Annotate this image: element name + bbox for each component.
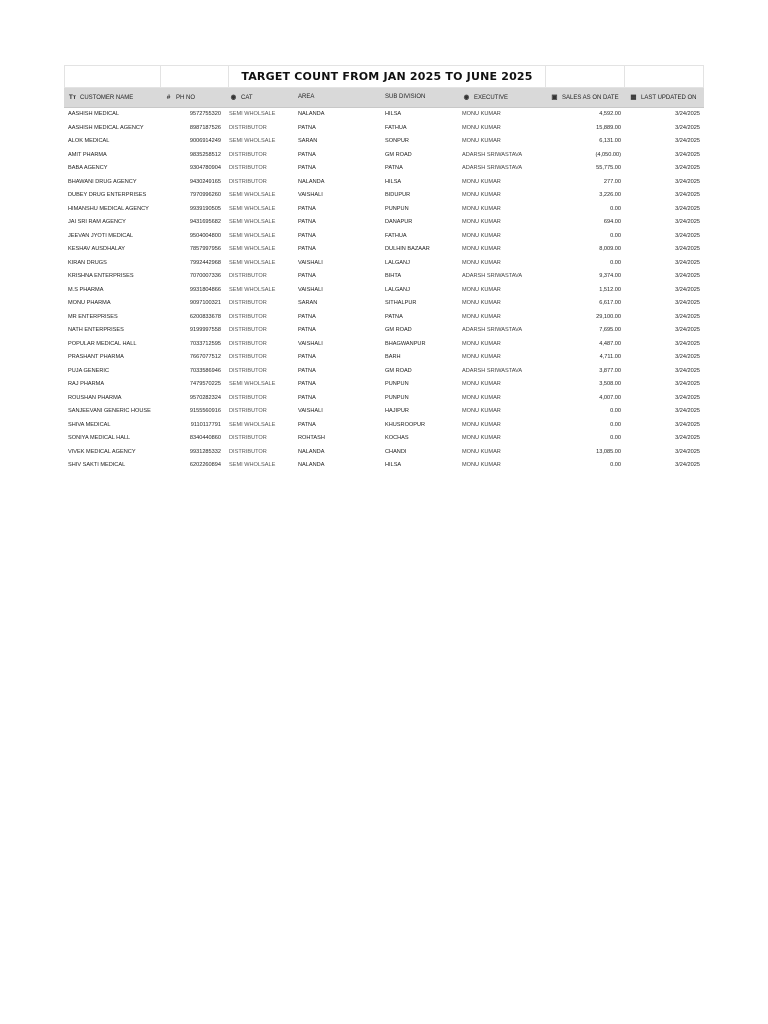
- last-updated-cell[interactable]: 3/24/2025: [675, 111, 700, 118]
- executive-cell[interactable]: ADARSH SRIWASTAVA: [462, 273, 523, 280]
- customer-name-cell[interactable]: DUBEY DRUG ENTERPRISES: [68, 192, 147, 199]
- sub-division-cell[interactable]: GM ROAD: [385, 367, 412, 374]
- sales-cell[interactable]: 277.00: [603, 178, 621, 185]
- phone-cell[interactable]: 9199997558: [189, 327, 221, 334]
- table-row: [64, 202, 704, 216]
- sales-cell[interactable]: 0.00: [610, 462, 621, 469]
- executive-cell[interactable]: MONU KUMAR: [462, 300, 501, 307]
- customer-name-cell[interactable]: KESHAV AUSDHALAY: [68, 246, 125, 253]
- table-body: [64, 107, 704, 472]
- category-cell[interactable]: DISTRIBUTOR: [229, 340, 267, 347]
- customer-name-cell[interactable]: NATH ENTERPRISES: [68, 327, 124, 334]
- executive-cell[interactable]: MONU KUMAR: [462, 124, 501, 131]
- phone-cell[interactable]: 9430249165: [189, 178, 221, 185]
- area-cell[interactable]: SARAN: [298, 138, 318, 145]
- sub-division-cell[interactable]: SONPUR: [385, 138, 409, 145]
- sales-cell[interactable]: 6,131.00: [599, 138, 621, 145]
- table-row: [64, 310, 704, 324]
- sub-division-cell[interactable]: PUNPUN: [385, 381, 409, 388]
- category-cell[interactable]: DISTRIBUTOR: [229, 313, 267, 320]
- sales-cell[interactable]: 29,100.00: [596, 313, 621, 320]
- last-updated-cell[interactable]: 3/24/2025: [675, 435, 700, 442]
- executive-cell[interactable]: MONU KUMAR: [462, 286, 501, 293]
- category-cell[interactable]: DISTRIBUTOR: [229, 273, 267, 280]
- customer-name-cell[interactable]: ROUSHAN PHARMA: [68, 394, 122, 401]
- executive-cell[interactable]: MONU KUMAR: [462, 408, 501, 415]
- table-row: [64, 391, 704, 405]
- sales-cell[interactable]: 13,085.00: [596, 448, 621, 455]
- title-blank-cell: [624, 66, 704, 87]
- table-row: [64, 270, 704, 284]
- phone-cell[interactable]: 9097100321: [189, 300, 221, 307]
- column-header-label: EXECUTIVE: [474, 95, 509, 102]
- executive-cell[interactable]: MONU KUMAR: [462, 394, 501, 401]
- executive-cell[interactable]: ADARSH SRIWASTAVA: [462, 165, 523, 172]
- category-cell[interactable]: SEMI WHOLSALE: [229, 246, 276, 253]
- sales-cell[interactable]: 0.00: [610, 205, 621, 212]
- phone-cell[interactable]: 7033712595: [189, 340, 221, 347]
- category-cell[interactable]: SEMI WHOLSALE: [229, 381, 276, 388]
- sales-cell[interactable]: 0.00: [610, 259, 621, 266]
- customer-name-cell[interactable]: BHAWANI DRUG AGENCY: [68, 178, 137, 185]
- area-cell[interactable]: NALANDA: [298, 178, 325, 185]
- customer-name-cell[interactable]: POPULAR MEDICAL HALL: [68, 340, 137, 347]
- area-cell[interactable]: NALANDA: [298, 111, 325, 118]
- phone-cell[interactable]: 6202260894: [189, 462, 221, 469]
- customer-name-cell[interactable]: RAJ PHARMA: [68, 381, 105, 388]
- executive-cell[interactable]: MONU KUMAR: [462, 259, 501, 266]
- spreadsheet: [64, 65, 704, 472]
- category-cell[interactable]: SEMI WHOLSALE: [229, 462, 276, 469]
- title-blank-cell: [160, 66, 228, 87]
- executive-cell[interactable]: MONU KUMAR: [462, 178, 501, 185]
- sub-division-cell[interactable]: GM ROAD: [385, 151, 412, 158]
- table-row: [64, 324, 704, 338]
- column-header-label: AREA: [298, 94, 315, 101]
- column-header-label: SALES AS ON DATE: [562, 95, 619, 102]
- column-header-ph-no[interactable]: [160, 88, 225, 107]
- header-row: [64, 88, 704, 107]
- area-cell[interactable]: VAISHALI: [298, 192, 323, 199]
- phone-cell[interactable]: 9931804866: [189, 286, 221, 293]
- executive-cell[interactable]: ADARSH SRIWASTAVA: [462, 151, 523, 158]
- table-row: [64, 243, 704, 257]
- customer-table: [64, 88, 704, 472]
- category-cell[interactable]: SEMI WHOLSALE: [229, 205, 276, 212]
- column-header-executive[interactable]: [458, 88, 546, 107]
- executive-cell[interactable]: MONU KUMAR: [462, 354, 501, 361]
- table-row: [64, 364, 704, 378]
- last-updated-cell[interactable]: 3/24/2025: [675, 151, 700, 158]
- table-row: [64, 229, 704, 243]
- sales-cell[interactable]: 15,889.00: [596, 124, 621, 131]
- last-updated-cell[interactable]: 3/24/2025: [675, 462, 700, 469]
- last-updated-cell[interactable]: 3/24/2025: [675, 219, 700, 226]
- sales-cell[interactable]: 4,711.00: [599, 354, 621, 361]
- table-row: [64, 175, 704, 189]
- customer-name-cell[interactable]: AASHISH MEDICAL: [68, 111, 119, 118]
- phone-cell[interactable]: 9110117791: [190, 421, 221, 428]
- customer-name-cell[interactable]: PUJA GENERIC: [68, 367, 110, 374]
- customer-name-cell[interactable]: MONU PHARMA: [68, 300, 111, 307]
- area-cell[interactable]: PATNA: [298, 246, 316, 253]
- table-row: [64, 107, 704, 121]
- executive-cell[interactable]: MONU KUMAR: [462, 111, 501, 118]
- area-cell[interactable]: PATNA: [298, 354, 316, 361]
- phone-cell[interactable]: 9431695682: [189, 219, 221, 226]
- sub-division-cell[interactable]: HILSA: [385, 178, 402, 185]
- area-cell[interactable]: ROHTASH: [298, 435, 325, 442]
- phone-cell[interactable]: 9304780904: [189, 165, 221, 172]
- table-row: [64, 162, 704, 176]
- column-header-label: SUB DIVISION: [385, 94, 426, 101]
- sub-division-cell[interactable]: PATNA: [385, 165, 403, 172]
- executive-cell[interactable]: ADARSH SRIWASTAVA: [462, 327, 523, 334]
- last-updated-cell[interactable]: 3/24/2025: [675, 124, 700, 131]
- phone-cell[interactable]: 9504004800: [189, 232, 221, 239]
- sales-cell[interactable]: (4,050.00): [595, 151, 621, 158]
- calendar-icon: ▦: [630, 94, 637, 102]
- sub-division-cell[interactable]: BIDUPUR: [385, 192, 411, 199]
- table-row: [64, 351, 704, 365]
- customer-name-cell[interactable]: AMIT PHARMA: [68, 151, 107, 158]
- money-icon: ▣: [551, 94, 558, 102]
- area-cell[interactable]: SARAN: [298, 300, 318, 307]
- column-header-cat[interactable]: [225, 88, 294, 107]
- last-updated-cell[interactable]: 3/24/2025: [675, 232, 700, 239]
- hash-icon: #: [166, 93, 171, 101]
- phone-cell[interactable]: 9931285332: [189, 448, 221, 455]
- sub-division-cell[interactable]: BIHTA: [385, 273, 402, 280]
- last-updated-cell[interactable]: 3/24/2025: [675, 165, 700, 172]
- last-updated-cell[interactable]: 3/24/2025: [675, 273, 700, 280]
- category-cell[interactable]: SEMI WHOLSALE: [229, 232, 276, 239]
- last-updated-cell[interactable]: 3/24/2025: [675, 367, 700, 374]
- phone-cell[interactable]: 7033586946: [189, 367, 221, 374]
- sub-division-cell[interactable]: DULHIN BAZAAR: [385, 246, 430, 253]
- sub-division-cell[interactable]: PUNPUN: [385, 394, 409, 401]
- sub-division-cell[interactable]: LALGANJ: [385, 286, 410, 293]
- last-updated-cell[interactable]: 3/24/2025: [675, 354, 700, 361]
- last-updated-cell[interactable]: 3/24/2025: [675, 421, 700, 428]
- customer-name-cell[interactable]: KRISHNA ENTERPRISES: [68, 273, 134, 280]
- sub-division-cell[interactable]: CHANDI: [385, 448, 407, 455]
- category-cell[interactable]: DISTRIBUTOR: [229, 300, 267, 307]
- sub-division-cell[interactable]: HILSA: [385, 111, 402, 118]
- sales-cell[interactable]: 0.00: [610, 232, 621, 239]
- customer-name-cell[interactable]: BABA AGENCY: [68, 165, 108, 172]
- table-row: [64, 189, 704, 203]
- last-updated-cell[interactable]: 3/24/2025: [675, 313, 700, 320]
- sales-cell[interactable]: 55,775.00: [596, 165, 621, 172]
- last-updated-cell[interactable]: 3/24/2025: [675, 448, 700, 455]
- sub-division-cell[interactable]: SITHALPUR: [385, 300, 417, 307]
- sales-cell[interactable]: 4,592.00: [599, 111, 621, 118]
- customer-name-cell[interactable]: ALOK MEDICAL: [68, 138, 110, 145]
- category-cell[interactable]: DISTRIBUTOR: [229, 354, 267, 361]
- last-updated-cell[interactable]: 3/24/2025: [675, 327, 700, 334]
- sales-cell[interactable]: 4,487.00: [599, 340, 621, 347]
- sub-division-cell[interactable]: KOCHAS: [385, 435, 409, 442]
- sub-division-cell[interactable]: PUNPUN: [385, 205, 409, 212]
- sales-cell[interactable]: 8,009.00: [599, 246, 621, 253]
- sales-cell[interactable]: 3,226.00: [599, 192, 621, 199]
- sales-cell[interactable]: 1,512.00: [599, 286, 621, 293]
- executive-cell[interactable]: MONU KUMAR: [462, 340, 501, 347]
- sub-division-cell[interactable]: FATHUA: [385, 232, 407, 239]
- sales-cell[interactable]: 0.00: [610, 408, 621, 415]
- table-row: [64, 337, 704, 351]
- last-updated-cell[interactable]: 3/24/2025: [675, 300, 700, 307]
- table-row: [64, 148, 704, 162]
- executive-cell[interactable]: MONU KUMAR: [462, 205, 501, 212]
- table-row: [64, 283, 704, 297]
- sales-cell[interactable]: 7,695.00: [599, 327, 621, 334]
- area-cell[interactable]: VAISHALI: [298, 340, 323, 347]
- category-cell[interactable]: SEMI WHOLSALE: [229, 111, 276, 118]
- area-cell[interactable]: PATNA: [298, 165, 316, 172]
- customer-name-cell[interactable]: JAI SRI RAM AGENCY: [68, 219, 126, 226]
- column-header-sub-division[interactable]: [381, 88, 458, 107]
- last-updated-cell[interactable]: 3/24/2025: [675, 286, 700, 293]
- customer-name-cell[interactable]: SHIVA MEDICAL: [68, 421, 111, 428]
- area-cell[interactable]: PATNA: [298, 367, 316, 374]
- last-updated-cell[interactable]: 3/24/2025: [675, 340, 700, 347]
- phone-cell[interactable]: 9006914249: [189, 138, 221, 145]
- last-updated-cell[interactable]: 3/24/2025: [675, 408, 700, 415]
- table-row: [64, 459, 704, 473]
- table-row: [64, 216, 704, 230]
- sales-cell[interactable]: 4,007.00: [599, 394, 621, 401]
- area-cell[interactable]: VAISHALI: [298, 286, 323, 293]
- phone-cell[interactable]: 7970996260: [189, 192, 221, 199]
- customer-name-cell[interactable]: SONIYA MEDICAL HALL: [68, 435, 131, 442]
- area-cell[interactable]: PATNA: [298, 219, 316, 226]
- last-updated-cell[interactable]: 3/24/2025: [675, 192, 700, 199]
- title-row: [64, 65, 704, 88]
- sub-division-cell[interactable]: BHAGWANPUR: [385, 340, 426, 347]
- title-blank-cell: [545, 66, 624, 87]
- area-cell[interactable]: VAISHALI: [298, 408, 323, 415]
- customer-name-cell[interactable]: SANJEEVANI GENERIC HOUSE: [68, 408, 151, 415]
- column-header-area[interactable]: [294, 88, 381, 107]
- column-header-customer-name[interactable]: [64, 88, 160, 107]
- eye-icon: ◉: [463, 94, 470, 102]
- sales-cell[interactable]: 694.00: [603, 219, 621, 226]
- category-cell[interactable]: DISTRIBUTOR: [229, 178, 267, 185]
- executive-cell[interactable]: ADARSH SRIWASTAVA: [462, 367, 523, 374]
- category-cell[interactable]: SEMI WHOLSALE: [229, 138, 276, 145]
- category-cell[interactable]: DISTRIBUTOR: [229, 408, 267, 415]
- table-row: [64, 135, 704, 149]
- executive-cell[interactable]: MONU KUMAR: [462, 246, 501, 253]
- executive-cell[interactable]: MONU KUMAR: [462, 313, 501, 320]
- phone-cell[interactable]: 9835258512: [189, 151, 221, 158]
- executive-cell[interactable]: MONU KUMAR: [462, 232, 501, 239]
- last-updated-cell[interactable]: 3/24/2025: [675, 246, 700, 253]
- category-cell[interactable]: DISTRIBUTOR: [229, 327, 267, 334]
- last-updated-cell[interactable]: 3/24/2025: [675, 394, 700, 401]
- sub-division-cell[interactable]: PATNA: [385, 313, 403, 320]
- sub-division-cell[interactable]: HILSA: [385, 462, 402, 469]
- area-cell[interactable]: PATNA: [298, 151, 316, 158]
- area-cell[interactable]: PATNA: [298, 381, 316, 388]
- sales-cell[interactable]: 6,617.00: [599, 300, 621, 307]
- category-cell[interactable]: DISTRIBUTOR: [229, 448, 267, 455]
- area-cell[interactable]: NALANDA: [298, 462, 325, 469]
- table-row: [64, 378, 704, 392]
- area-cell[interactable]: NALANDA: [298, 448, 325, 455]
- area-cell[interactable]: PATNA: [298, 313, 316, 320]
- executive-cell[interactable]: MONU KUMAR: [462, 462, 501, 469]
- phone-cell[interactable]: 8987187526: [189, 124, 221, 131]
- category-cell[interactable]: SEMI WHOLSALE: [229, 259, 276, 266]
- phone-cell[interactable]: 9939190505: [189, 205, 221, 212]
- column-header-sales-as-on-date[interactable]: [546, 88, 625, 107]
- sub-division-cell[interactable]: GM ROAD: [385, 327, 412, 334]
- category-cell[interactable]: SEMI WHOLSALE: [229, 286, 276, 293]
- executive-cell[interactable]: MONU KUMAR: [462, 192, 501, 199]
- phone-cell[interactable]: 6200833678: [189, 313, 221, 320]
- customer-name-cell[interactable]: M.S PHARMA: [68, 286, 104, 293]
- category-cell[interactable]: DISTRIBUTOR: [229, 367, 267, 374]
- sheet-title: TARGET COUNT FROM JAN 2025 TO JUNE 2025: [228, 66, 545, 87]
- phone-cell[interactable]: 7857997956: [189, 246, 221, 253]
- last-updated-cell[interactable]: 3/24/2025: [675, 138, 700, 145]
- column-header-label: CAT: [241, 95, 253, 102]
- table-row: [64, 121, 704, 135]
- category-cell[interactable]: SEMI WHOLSALE: [229, 421, 276, 428]
- area-cell[interactable]: PATNA: [298, 232, 316, 239]
- table-row: [64, 418, 704, 432]
- title-blank-cell: [64, 66, 160, 87]
- last-updated-cell[interactable]: 3/24/2025: [675, 381, 700, 388]
- area-cell[interactable]: PATNA: [298, 205, 316, 212]
- column-header-label: PH NO: [176, 94, 196, 101]
- customer-name-cell[interactable]: AASHISH MEDICAL AGENCY: [68, 124, 144, 131]
- executive-cell[interactable]: MONU KUMAR: [462, 435, 501, 442]
- phone-cell[interactable]: 7667077512: [189, 354, 221, 361]
- phone-cell[interactable]: 7479570225: [189, 381, 221, 388]
- category-cell[interactable]: SEMI WHOLSALE: [229, 219, 276, 226]
- table-row: [64, 297, 704, 311]
- phone-cell[interactable]: 9572755320: [189, 111, 221, 118]
- eye-icon: ◉: [230, 94, 237, 102]
- customer-name-cell[interactable]: KIRAN DRUGS: [68, 259, 107, 266]
- customer-name-cell[interactable]: MR ENTERPRISES: [68, 313, 118, 320]
- column-header-label: LAST UPDATED ON: [641, 95, 697, 102]
- sales-cell[interactable]: 3,877.00: [599, 367, 621, 374]
- executive-cell[interactable]: MONU KUMAR: [462, 138, 501, 145]
- sub-division-cell[interactable]: FATHUA: [385, 124, 407, 131]
- column-header-label: CUSTOMER NAME: [80, 94, 134, 101]
- table-row: [64, 445, 704, 459]
- executive-cell[interactable]: MONU KUMAR: [462, 421, 501, 428]
- customer-name-cell[interactable]: PRASHANT PHARMA: [68, 354, 124, 361]
- last-updated-cell[interactable]: 3/24/2025: [675, 205, 700, 212]
- text-type-icon: Tт: [68, 93, 77, 101]
- sub-division-cell[interactable]: BARH: [385, 354, 401, 361]
- category-cell[interactable]: DISTRIBUTOR: [229, 435, 267, 442]
- area-cell[interactable]: PATNA: [298, 124, 316, 131]
- area-cell[interactable]: PATNA: [298, 327, 316, 334]
- table-row: [64, 405, 704, 419]
- sales-cell[interactable]: 9,374.00: [599, 273, 621, 280]
- sales-cell[interactable]: 3,508.00: [599, 381, 621, 388]
- column-header-last-updated-on[interactable]: [625, 88, 704, 107]
- phone-cell[interactable]: 7992442968: [189, 259, 221, 266]
- phone-cell[interactable]: 7070007336: [189, 273, 221, 280]
- executive-cell[interactable]: MONU KUMAR: [462, 381, 501, 388]
- sales-cell[interactable]: 0.00: [610, 435, 621, 442]
- category-cell[interactable]: DISTRIBUTOR: [229, 165, 267, 172]
- sub-division-cell[interactable]: LALGANJ: [385, 259, 410, 266]
- last-updated-cell[interactable]: 3/24/2025: [675, 259, 700, 266]
- sales-cell[interactable]: 0.00: [610, 421, 621, 428]
- executive-cell[interactable]: MONU KUMAR: [462, 219, 501, 226]
- last-updated-cell[interactable]: 3/24/2025: [675, 178, 700, 185]
- sub-division-cell[interactable]: DANAPUR: [385, 219, 413, 226]
- sub-division-cell[interactable]: HAJIPUR: [385, 408, 409, 415]
- area-cell[interactable]: VAISHALI: [298, 259, 323, 266]
- customer-name-cell[interactable]: SHIV SAKTI MEDICAL: [68, 462, 126, 469]
- category-cell[interactable]: DISTRIBUTOR: [229, 151, 267, 158]
- area-cell[interactable]: PATNA: [298, 273, 316, 280]
- customer-name-cell[interactable]: HIMANSHU MEDICAL AGENCY: [68, 205, 149, 212]
- area-cell[interactable]: PATNA: [298, 394, 316, 401]
- category-cell[interactable]: DISTRIBUTOR: [229, 124, 267, 131]
- phone-cell[interactable]: 8340440860: [189, 435, 221, 442]
- sub-division-cell[interactable]: KHUSROOPUR: [385, 421, 426, 428]
- customer-name-cell[interactable]: JEEVAN JYOTI MEDICAL: [68, 232, 134, 239]
- phone-cell[interactable]: 9155560916: [189, 408, 221, 415]
- area-cell[interactable]: PATNA: [298, 421, 316, 428]
- phone-cell[interactable]: 9570282324: [189, 394, 221, 401]
- table-row: [64, 256, 704, 270]
- table-row: [64, 432, 704, 446]
- executive-cell[interactable]: MONU KUMAR: [462, 448, 501, 455]
- customer-name-cell[interactable]: VIVEK MEDICAL AGENCY: [68, 448, 136, 455]
- category-cell[interactable]: DISTRIBUTOR: [229, 394, 267, 401]
- category-cell[interactable]: SEMI WHOLSALE: [229, 192, 276, 199]
